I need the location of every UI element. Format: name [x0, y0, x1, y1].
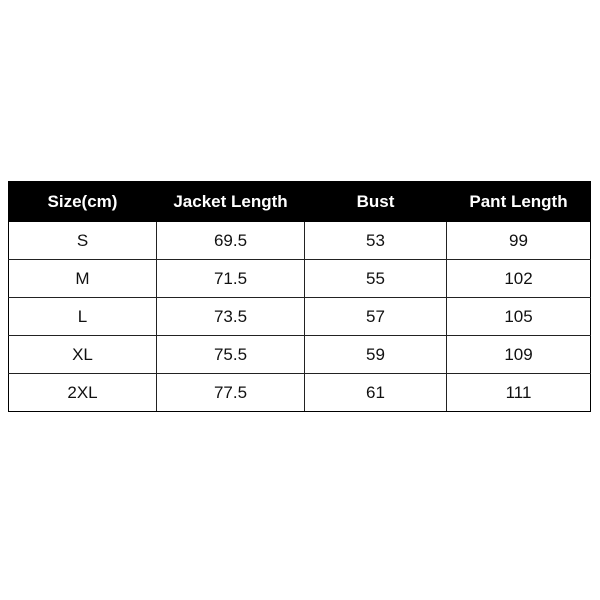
cell-size: L [9, 298, 157, 336]
header-jacket-length: Jacket Length [157, 182, 305, 222]
header-size: Size(cm) [9, 182, 157, 222]
cell-size: M [9, 260, 157, 298]
header-bust: Bust [305, 182, 447, 222]
cell-pant-length: 99 [447, 222, 591, 260]
table-row [9, 336, 591, 374]
cell-jacket-length: 77.5 [157, 374, 305, 412]
size-chart-table [8, 181, 591, 412]
cell-size: S [9, 222, 157, 260]
cell-pant-length: 105 [447, 298, 591, 336]
table-header [9, 182, 591, 222]
cell-size: 2XL [9, 374, 157, 412]
table-body [9, 222, 591, 412]
table-row [9, 374, 591, 412]
header-row [9, 182, 591, 222]
cell-bust: 57 [305, 298, 447, 336]
cell-jacket-length: 73.5 [157, 298, 305, 336]
cell-size: XL [9, 336, 157, 374]
cell-bust: 61 [305, 374, 447, 412]
header-pant-length: Pant Length [447, 182, 591, 222]
cell-bust: 53 [305, 222, 447, 260]
table-row [9, 222, 591, 260]
cell-jacket-length: 71.5 [157, 260, 305, 298]
cell-jacket-length: 75.5 [157, 336, 305, 374]
cell-pant-length: 109 [447, 336, 591, 374]
cell-pant-length: 111 [447, 374, 591, 412]
cell-pant-length: 102 [447, 260, 591, 298]
cell-jacket-length: 69.5 [157, 222, 305, 260]
table-row [9, 298, 591, 336]
cell-bust: 59 [305, 336, 447, 374]
cell-bust: 55 [305, 260, 447, 298]
table-row [9, 260, 591, 298]
